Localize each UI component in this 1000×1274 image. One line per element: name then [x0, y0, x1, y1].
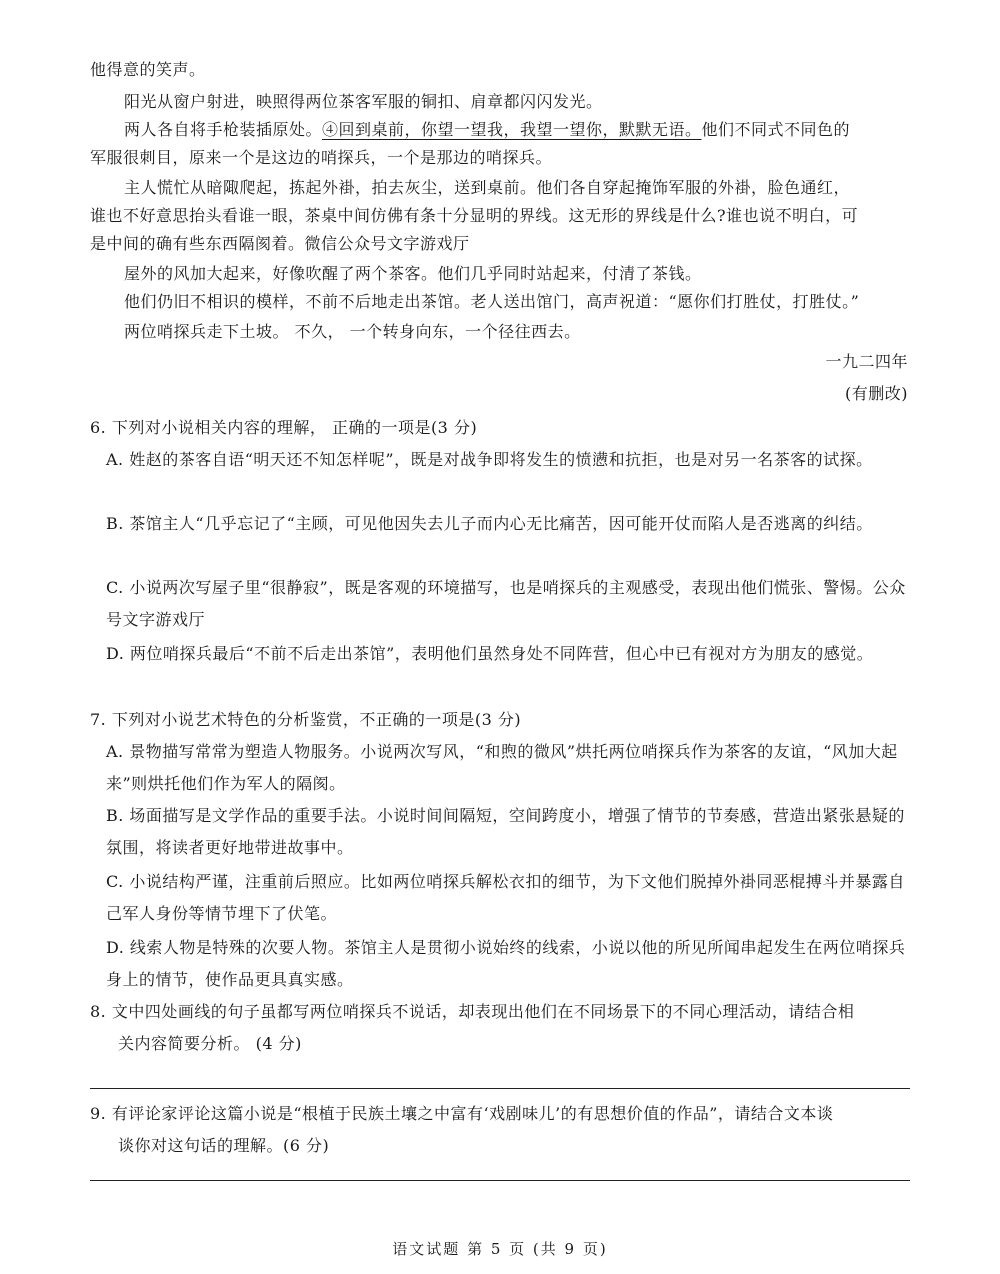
underlined-sentence-4: ④回到桌前，你望一望我，我望一望你，默默无语。 — [322, 120, 702, 139]
story-text: 两人各自将手枪装插原处。 — [124, 120, 323, 139]
story-paragraph: 他们仍旧不相识的模样，不前不后地走出茶馆。老人送出馆门，高声祝道：“愿你们打胜仗，打胜仗。” — [124, 292, 860, 311]
story-line: 谁也不好意思抬头看谁一眼，茶桌中间仿佛有条十分显明的界线。这无形的界线是什么?谁也说不明白，可 — [90, 206, 859, 225]
story-text: 他们不同式不同色的 — [701, 120, 851, 139]
question-6-option-c: C. 小说两次写屋子里“很静寂”，既是客观的环境描写，也是哨探兵的主观感受，表现出他们慌张、警惕。公众号文字游戏厅 — [106, 578, 906, 629]
story-date: 一九二四年 — [825, 352, 908, 371]
question-6-option-d: D. 两位哨探兵最后“不前不后走出茶馆”，表明他们虽然身处不同阵营，但心中已有视对方为朋友的感觉。 — [106, 644, 874, 663]
answer-line — [90, 1180, 910, 1181]
story-line: 军服很刺目，原来一个是这边的哨探兵，一个是那边的哨探兵。 — [90, 148, 553, 167]
question-7-option-c: C. 小说结构严谨，注重前后照应。比如两位哨探兵解松衣扣的细节，为下文他们脱掉外褂同恶棍搏斗并暴露自己军人身份等情节埋下了伏笔。 — [106, 872, 905, 923]
question-7-option-a: A. 景物描写常常为塑造人物服务。小说两次写风，“和煦的微风”烘托两位哨探兵作为茶客的友谊，“风加大起来”则烘托他们作为军人的隔阂。 — [106, 742, 898, 793]
question-6-option-b: B. 茶馆主人“几乎忘记了“主顾，可见他因失去儿子而内心无比痛苦，因可能开仗而陷人是否逃离的纠结。 — [106, 514, 873, 533]
story-paragraph: 主人慌忙从暗陬爬起，拣起外褂，拍去灰尘，送到桌前。他们各自穿起掩饰军服的外褂，脸色通红， — [124, 178, 851, 197]
page-footer: 语文试题 第 5 页 (共 9 页) — [392, 1240, 608, 1258]
question-6-stem: 6. 下列对小说相关内容的理解， 正确的一项是(3 分) — [90, 418, 478, 437]
story-paragraph: 两位哨探兵走下土坡。 不久， 一个转身向东，一个径往西去。 — [124, 322, 581, 341]
story-note: (有删改) — [845, 384, 908, 403]
question-9-stem-cont: 谈你对这句话的理解。(6 分) — [118, 1136, 330, 1155]
answer-line — [90, 1088, 910, 1089]
story-paragraph: 屋外的风加大起来，好像吹醒了两个茶客。他们几乎同时站起来，付清了茶钱。 — [124, 264, 702, 283]
question-6-option-a: A. 姓赵的茶客自语“明天还不知怎样呢”，既是对战争即将发生的愤懑和抗拒，也是对另一名茶客的试探。 — [106, 450, 873, 469]
question-7-option-d: D. 线索人物是特殊的次要人物。茶馆主人是贯彻小说始终的线索，小说以他的所见所闻串起发生在两位哨探兵身上的情节，使作品更具真实感。 — [106, 938, 906, 989]
story-line: 他得意的笑声。 — [90, 60, 206, 79]
question-8-stem-cont: 关内容简要分析。 (4 分) — [118, 1034, 302, 1053]
question-9-stem: 9. 有评论家评论这篇小说是“根植于民族土壤之中富有‘戏剧味儿’的有思想价值的作品”，请结合文本谈 — [90, 1104, 834, 1123]
question-8-stem: 8. 文中四处画线的句子虽都写两位哨探兵不说话，却表现出他们在不同场景下的不同心理活动，请结合相 — [90, 1002, 855, 1021]
story-line: 是中间的确有些东西隔阂着。微信公众号文字游戏厅 — [90, 234, 470, 253]
question-7-stem: 7. 下列对小说艺术特色的分析鉴赏，不正确的一项是(3 分) — [90, 710, 522, 729]
story-paragraph: 阳光从窗户射进，映照得两位茶客军服的铜扣、肩章都闪闪发光。 — [124, 92, 603, 111]
question-7-option-b: B. 场面描写是文学作品的重要手法。小说时间间隔短，空间跨度小，增强了情节的节奏感，营造出紧张悬疑的氛围，将读者更好地带进故事中。 — [106, 806, 905, 857]
